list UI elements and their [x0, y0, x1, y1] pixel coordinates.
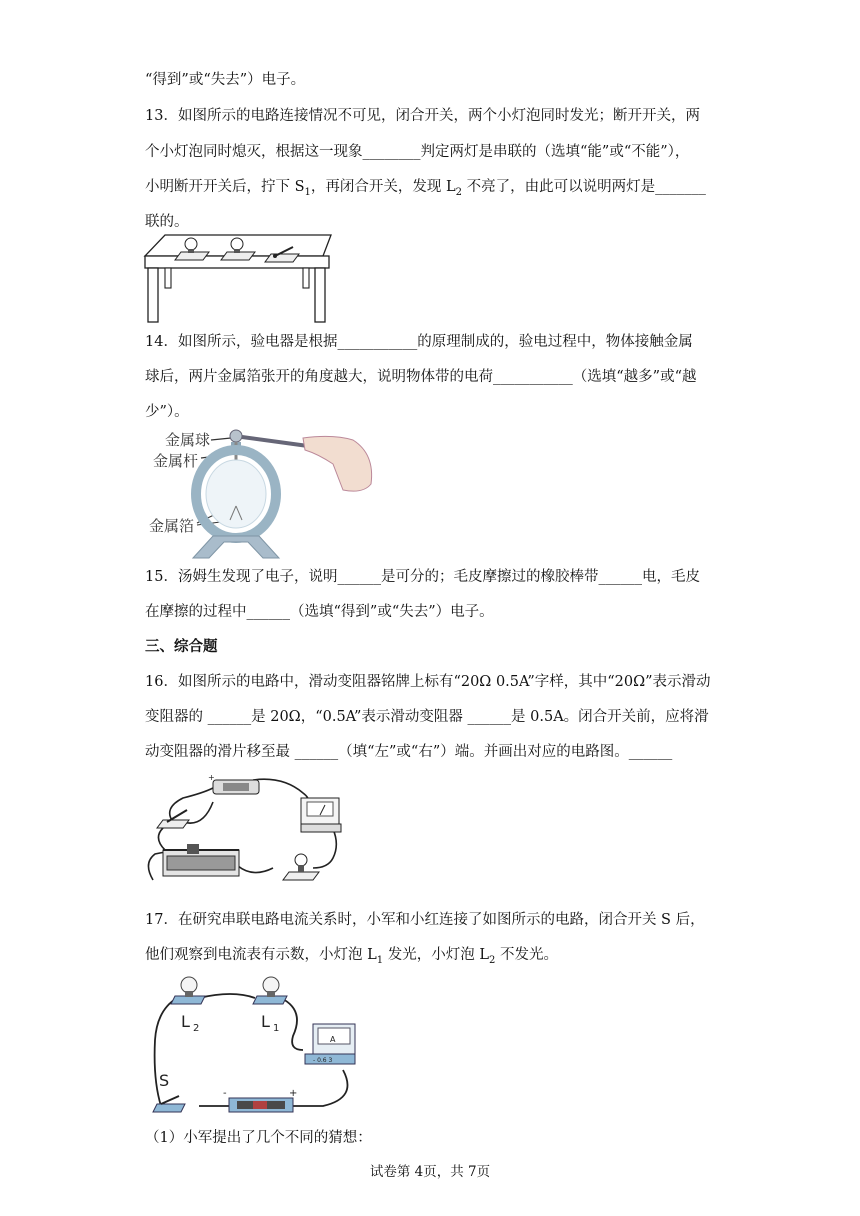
label-metal-foil: 金属箔 [149, 517, 195, 535]
q13-line-4: 联的。 [145, 214, 189, 230]
q17-line-2 [145, 945, 558, 971]
ammeter-icon [301, 798, 341, 832]
subscript: 2 [488, 954, 496, 966]
battery-icon [208, 773, 259, 794]
q14-line-3: 少”）。 [145, 404, 189, 420]
q17-line-2-c: 不发光。 [495, 947, 558, 963]
label-metal-rod: 金属杆 [153, 452, 199, 470]
svg-text:+: + [208, 773, 215, 782]
subscript: 1 [304, 186, 311, 198]
q17-line-2-a: 他们观察到电流表有示数，小灯泡 L [145, 947, 377, 963]
q13-line-2: 个小灯泡同时熄灭，根据这一现象________判定两灯是串联的（选填“能”或“不能”）， [145, 144, 690, 160]
q14-line-1: 14．如图所示，验电器是根据___________的原理制成的，验电过程中，物体接触金属 [145, 334, 693, 350]
ammeter-scale: - 0.6 3 [313, 1057, 333, 1064]
bulb-l2-icon [171, 977, 205, 1004]
ammeter-label: A [330, 1035, 336, 1044]
label-switch-s: S [159, 1071, 170, 1090]
q13-line-3 [145, 177, 706, 203]
q17-sub-question-1: （1）小军提出了几个不同的猜想： [145, 1130, 372, 1146]
section-heading: 三、综合题 [145, 638, 218, 655]
q13-line-3-b: ，再闭合开关，发现 L [310, 179, 456, 195]
q13-line-3-c: 不亮了，由此可以说明两灯是_______ [462, 179, 706, 195]
bulb-icon [283, 854, 319, 880]
subscript: 1 [376, 954, 384, 966]
label-l2: L [181, 1012, 190, 1031]
q15-line-1: 15．汤姆生发现了电子，说明______是可分的；毛皮摩擦过的橡胶棒带______电，毛皮 [145, 569, 700, 585]
q17-line-2-b: 发光，小灯泡 L [383, 947, 489, 963]
switch-icon [157, 810, 189, 828]
ammeter-icon [305, 1024, 355, 1064]
page-footer: 试卷第 4页，共 7页 [369, 1164, 491, 1180]
continued-text-line: “得到”或“失去”）电子。 [145, 72, 306, 88]
battery-icon [223, 1088, 297, 1112]
q16-line-1: 16．如图所示的电路中，滑动变阻器铭牌上标有“20Ω 0.5A”字样，其中“20Ω”表示滑动 [145, 674, 711, 690]
bulb-l1-icon [253, 977, 287, 1004]
battery-minus: - [223, 1088, 227, 1099]
label-l2-sub: 2 [193, 1023, 200, 1034]
rheostat-circuit-figure [143, 768, 348, 890]
label-l1: L [261, 1012, 270, 1031]
switch-icon [153, 1096, 185, 1112]
table-bulbs-figure [143, 232, 333, 324]
subscript: 2 [455, 186, 463, 198]
q13-line-3-a: 小明断开开关后，拧下 S [145, 179, 305, 195]
rheostat-icon [163, 844, 239, 876]
label-metal-ball: 金属球 [165, 431, 211, 449]
electroscope-figure [143, 424, 378, 560]
q15-line-2: 在摩擦的过程中______（选填“得到”或“失去”）电子。 [145, 604, 494, 620]
q17-line-1: 17．在研究串联电路电流关系时，小军和小红连接了如图所示的电路，闭合开关 S 后， [145, 912, 705, 928]
q16-line-2: 变阻器的 ______是 20Ω，“0.5A”表示滑动变阻器 ______是 0.5A。闭合开关前，应将滑 [145, 709, 709, 725]
q14-line-2: 球后，两片金属箔张开的角度越大，说明物体带的电荷___________（选填“越多”或“越 [145, 369, 697, 385]
battery-plus: + [289, 1088, 298, 1099]
q16-line-3: 动变阻器的滑片移至最 ______（填“左”或“右”）端。并画出对应的电路图。______ [145, 744, 673, 760]
q13-line-1: 13．如图所示的电路连接情况不可见，闭合开关，两个小灯泡同时发光；断开开关，两 [145, 108, 700, 124]
label-l1-sub: 1 [273, 1023, 280, 1034]
series-circuit-figure [143, 970, 363, 1118]
